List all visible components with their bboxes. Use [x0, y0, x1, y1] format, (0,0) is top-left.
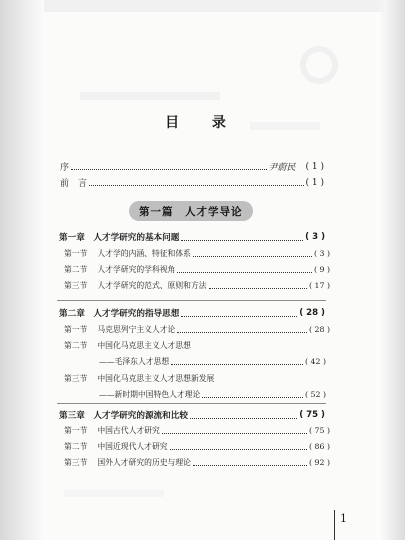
- leader-dots: [181, 234, 303, 241]
- leader-dots: [202, 391, 303, 398]
- leader-dots: [170, 443, 307, 450]
- section-title: 中国化马克思主义人才思想新发展: [97, 374, 215, 383]
- section-3-2-entry: [64, 441, 330, 452]
- book-right-edge: [377, 0, 405, 540]
- leader-dots: [177, 266, 312, 273]
- section-page: ( 52 ): [305, 390, 326, 399]
- preface-page: ( 1 ): [305, 161, 324, 172]
- section-2-3-subtitle-line: [99, 389, 326, 400]
- book-left-edge: [0, 0, 44, 540]
- section-title: 人才学研究的范式、原则和方法: [97, 281, 207, 290]
- section-number: 第一节: [64, 325, 88, 334]
- leader-dots: [89, 179, 304, 186]
- preface-author: 尹蔚民: [268, 163, 296, 173]
- section-page: ( 42 ): [305, 357, 326, 366]
- chapter-2-page: ( 28 ): [299, 308, 325, 318]
- section-number: 第三节: [64, 458, 88, 467]
- section-number: 第二节: [64, 442, 88, 451]
- chapter-2-entry: [59, 307, 325, 319]
- section-title: 中国近现代人才研究: [97, 442, 168, 451]
- chapter-1-title: 第一章 人才学研究的基本问题: [59, 233, 180, 243]
- section-number: 第二节: [64, 341, 88, 350]
- page-number: 1: [340, 512, 347, 525]
- leader-dots: [162, 427, 307, 434]
- section-page: ( 28 ): [309, 325, 330, 334]
- section-page: ( 3 ): [313, 249, 330, 258]
- chapter-1-entry: [59, 231, 325, 243]
- section-title: 中国化马克思主义人才思想: [97, 341, 191, 350]
- page-title: 目 录: [165, 115, 240, 131]
- preface-label: 序: [60, 163, 70, 173]
- section-3-3-entry: [64, 457, 330, 468]
- section-page: ( 75 ): [309, 426, 330, 435]
- section-title: 人才学研究的学科视角: [97, 265, 176, 274]
- chapter-3-entry: [59, 409, 325, 421]
- leader-dots: [171, 358, 303, 365]
- section-number: 第一节: [64, 426, 88, 435]
- section-number: 第二节: [64, 265, 88, 274]
- section-1-1-entry: [64, 248, 330, 259]
- bleed-through-text: [80, 92, 220, 100]
- section-2-3-entry: [64, 373, 330, 384]
- section-3-1-entry: [64, 425, 330, 436]
- part-title: 第一篇 人才学导论: [129, 201, 253, 221]
- section-subtitle: ——毛泽东人才思想: [99, 357, 170, 366]
- chapter-1-page: ( 3 ): [305, 232, 325, 242]
- section-2-2-entry: [64, 340, 330, 351]
- bleed-through-text: [64, 490, 164, 497]
- section-2-2-subtitle-line: [99, 356, 326, 367]
- foreword-label: 前 言: [60, 179, 88, 189]
- leader-dots: [193, 459, 307, 466]
- section-title: 人才学的内涵、特征和体系: [97, 249, 191, 258]
- section-number: 第三节: [64, 281, 88, 290]
- part-banner: [129, 201, 253, 221]
- chapter-divider: [57, 300, 326, 301]
- section-1-3-entry: [64, 280, 330, 291]
- foreword-page: ( 1 ): [305, 177, 324, 188]
- page-number-rule: [334, 510, 335, 540]
- leader-dots: [71, 163, 266, 170]
- chapter-divider: [57, 403, 326, 404]
- chapter-3-title: 第三章 人才学研究的源流和比较: [59, 411, 188, 421]
- section-page: ( 86 ): [309, 442, 330, 451]
- leader-dots: [193, 250, 312, 257]
- section-page: ( 17 ): [309, 281, 330, 290]
- section-title: 中国古代人才研究: [97, 426, 160, 435]
- bleed-through-mark: [300, 46, 338, 84]
- leader-dots: [209, 282, 307, 289]
- background-top: [0, 0, 405, 12]
- foreword-entry: [60, 176, 324, 189]
- section-page: ( 9 ): [313, 265, 330, 274]
- chapter-2-title: 第二章 人才学研究的指导思想: [59, 309, 180, 319]
- section-title: 国外人才研究的历史与理论: [97, 458, 191, 467]
- section-page: ( 92 ): [309, 458, 330, 467]
- section-title: 马克思列宁主义人才论: [97, 325, 176, 334]
- section-number: 第三节: [64, 374, 88, 383]
- leader-dots: [190, 412, 297, 419]
- leader-dots: [177, 326, 307, 333]
- section-2-1-entry: [64, 324, 330, 335]
- preface-entry: [60, 160, 324, 173]
- section-subtitle: ——新时期中国特色人才理论: [99, 390, 201, 399]
- leader-dots: [181, 310, 297, 317]
- chapter-3-page: ( 75 ): [299, 410, 325, 420]
- section-number: 第一节: [64, 249, 88, 258]
- section-1-2-entry: [64, 264, 330, 275]
